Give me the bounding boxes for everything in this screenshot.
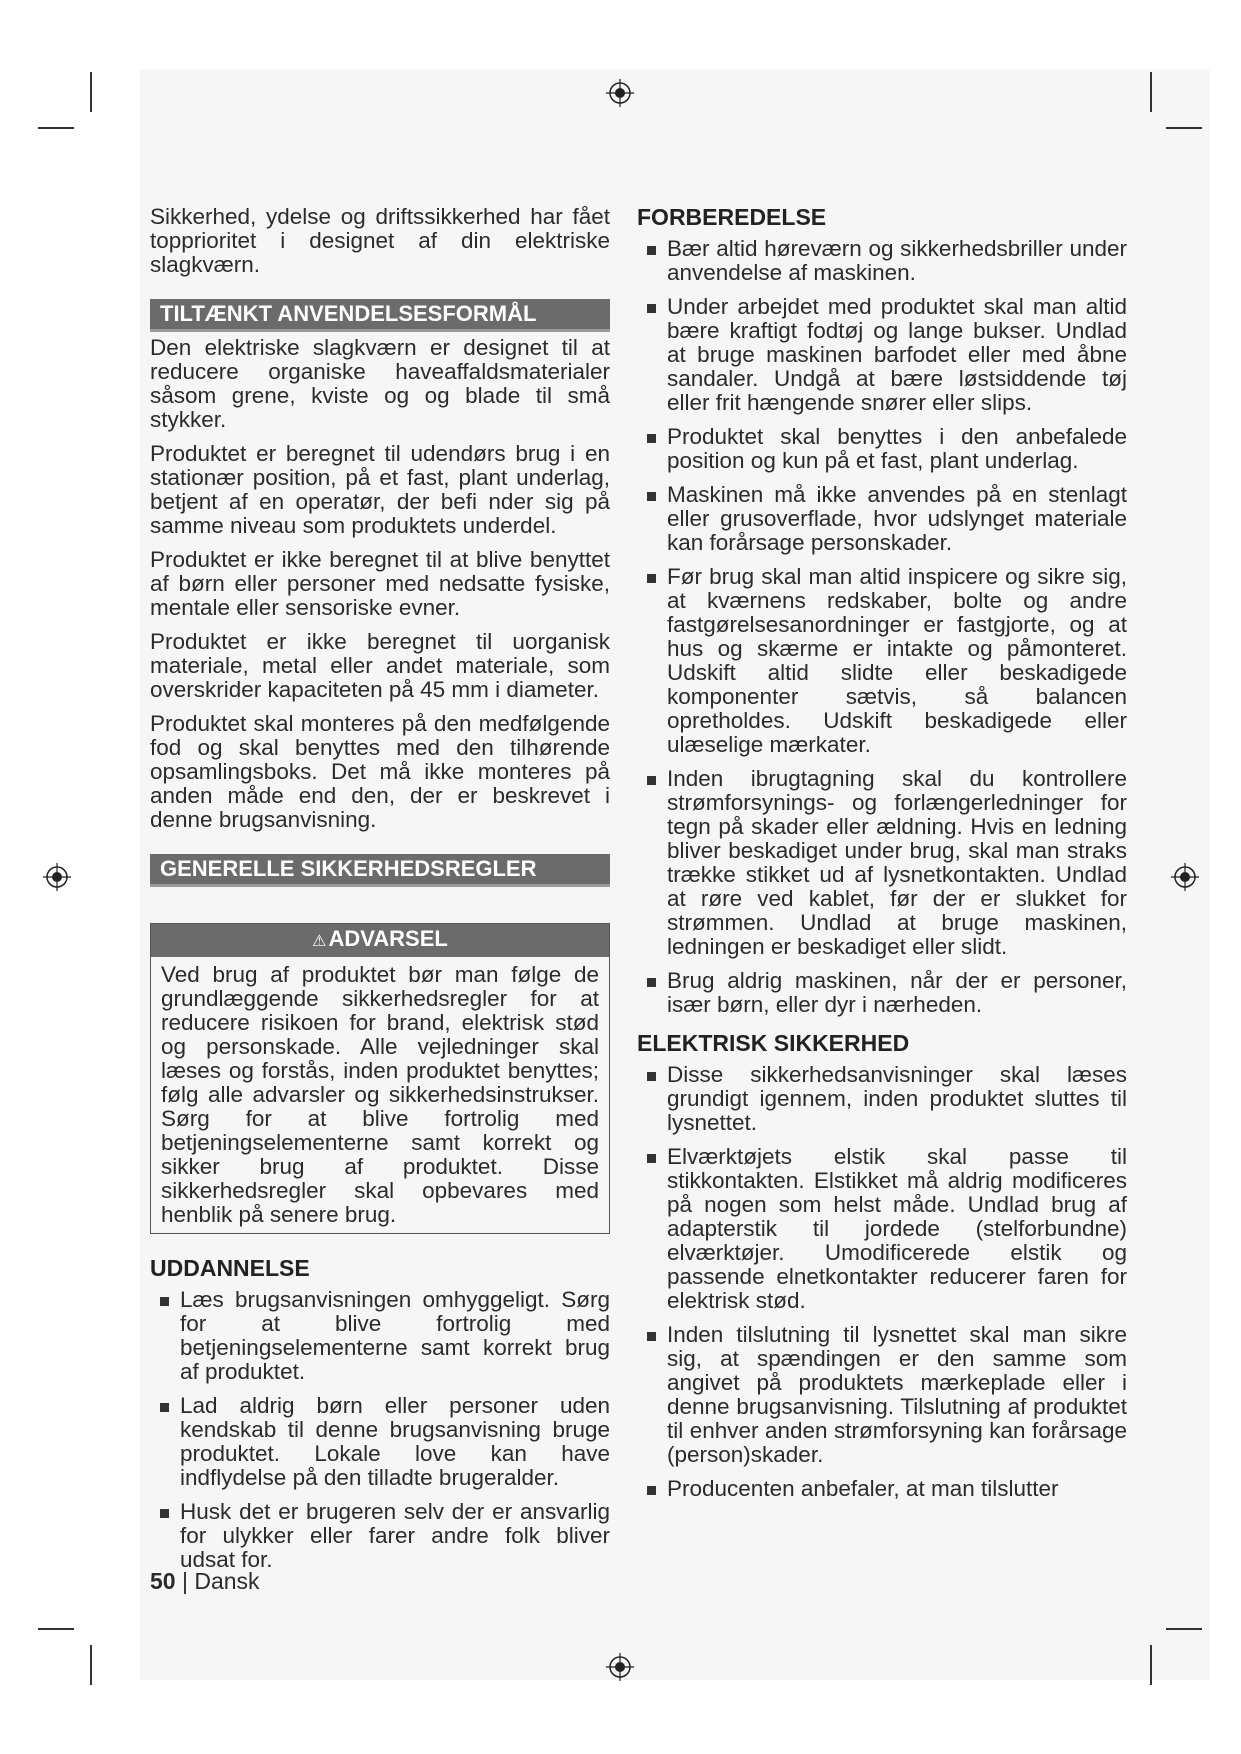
registration-mark-icon — [605, 78, 635, 108]
crop-mark — [1150, 72, 1152, 112]
registration-mark-icon — [1170, 862, 1200, 892]
section-heading-general-safety: GENERELLE SIKKERHEDSREGLER — [150, 854, 610, 887]
right-column — [637, 205, 1127, 1511]
training-list — [150, 1288, 610, 1572]
list-item: Maskinen må ikke anvendes på en stenlagt eller grusoverflade, hvor udslynget materiale kan forårsage personskader. — [637, 483, 1127, 555]
electrical-list — [637, 1063, 1127, 1501]
footer-language: Dansk — [194, 1568, 260, 1594]
warning-title: ADVARSEL — [328, 926, 448, 951]
warning-header — [151, 924, 609, 957]
crop-mark — [1166, 127, 1202, 129]
section-heading-preparation: FORBEREDELSE — [637, 204, 827, 230]
crop-mark — [38, 1628, 74, 1630]
warning-icon: ⚠ — [312, 933, 327, 950]
intro-paragraph: Sikkerhed, ydelse og driftssikkerhed har fået topprioritet i designet af din elektriske slagkværn. — [150, 204, 610, 277]
paragraph: Den elektriske slagkværn er designet til at reducere organiske haveaffaldsmaterialer såsom grene, kviste og og blade til små stykker. — [150, 335, 610, 432]
list-item: Brug aldrig maskinen, når der er personer, især børn, eller dyr i nærheden. — [637, 969, 1127, 1017]
warning-text: Ved brug af produktet bør man følge de grundlæggende sikkerhedsregler for at reducere risikoen for brand, elektrisk stød og personskade. Alle vejledninger skal læses og forstås, inden produktet benyttes; følg alle advarsler og sikkerhedsinstrukser. Sørg for at blive fortrolig med betjeningselementerne samt korrekt og sikker brug af produktet. Disse sikkerhedsregler skal opbevares med henblik på senere brug. — [161, 962, 599, 1227]
list-item: Husk det er brugeren selv der er ansvarlig for ulykker eller farer andre folk bliver udsat for. — [150, 1500, 610, 1572]
crop-mark — [90, 72, 92, 112]
warning-box — [150, 923, 610, 1234]
page-number: 50 — [150, 1568, 176, 1594]
preparation-list — [637, 237, 1127, 1017]
paragraph: Produktet skal monteres på den medfølgende fod og skal benyttes med den tilhørende opsamlingsboks. Det må ikke monteres på anden måde end den, der er beskrevet i denne brugsanvisning. — [150, 711, 610, 832]
crop-mark — [90, 1645, 92, 1685]
crop-mark — [1150, 1645, 1152, 1685]
list-item: Før brug skal man altid inspicere og sikre sig, at kværnens redskaber, bolte og andre fastgørelsesanordninger er fastgjorte, og at hus og skærme er intakte og påmonteret. Udskift altid slidte eller beskadigede komponenter sætvis, så balancen opretholdes. Udskift beskadigede eller ulæselige mærkater. — [637, 565, 1127, 757]
list-item: Elværktøjets elstik skal passe til stikkontakten. Elstikket må aldrig modificeres på nogen som helst måde. Undlad brug af adapterstik til jordede (stelforbundne) elværktøjer. Umodificerede elstik og passende elnetkontakter reducerer faren for elektrisk stød. — [637, 1145, 1127, 1313]
list-item: Inden ibrugtagning skal du kontrollere strømforsynings- og forlængerledninger for tegn på skader eller ældning. Hvis en ledning bliver beskadiget under brug, skal man straks trække stikket ud af lysnetkontakten. Undlad at røre ved kablet, før der er slukket for strømmen. Undlad at bruge maskinen, ledningen er beskadiget eller slidt. — [637, 767, 1127, 959]
list-item: Lad aldrig børn eller personer uden kendskab til denne brugsanvisning bruge produktet. Lokale love kan have indflydelse på den tilladte brugeralder. — [150, 1394, 610, 1490]
list-item: Læs brugsanvisningen omhyggeligt. Sørg for at blive fortrolig med betjeningselementerne samt korrekt brug af produktet. — [150, 1288, 610, 1384]
list-item: Producenten anbefaler, at man tilslutter — [637, 1477, 1127, 1501]
page-footer — [150, 1568, 260, 1595]
crop-mark — [1166, 1628, 1202, 1630]
section-heading-electrical: ELEKTRISK SIKKERHED — [637, 1030, 910, 1056]
paragraph: Produktet er beregnet til udendørs brug i en stationær position, på et fast, plant underlag, betjent af en operatør, der befi nder sig på samme niveau som produktets underdel. — [150, 441, 610, 538]
section-heading-intended-use: TILTÆNKT ANVENDELSESFORMÅL — [150, 299, 610, 332]
footer-separator: | — [181, 1568, 195, 1594]
list-item: Under arbejdet med produktet skal man altid bære kraftigt fodtøj og lange bukser. Undlad at bruge maskinen barfodet eller med åbne sandaler. Undgå at bære løstsiddende tøj eller frit hængende snører eller slips. — [637, 295, 1127, 415]
paragraph: Produktet er ikke beregnet til at blive benyttet af børn eller personer med nedsatte fysiske, mentale eller sensoriske evner. — [150, 547, 610, 620]
crop-mark — [38, 127, 74, 129]
list-item: Produktet skal benyttes i den anbefalede position og kun på et fast, plant underlag. — [637, 425, 1127, 473]
list-item: Bær altid høreværn og sikkerhedsbriller under anvendelse af maskinen. — [637, 237, 1127, 285]
list-item: Disse sikkerhedsanvisninger skal læses grundigt igennem, inden produktet sluttes til lysnettet. — [637, 1063, 1127, 1135]
list-item: Inden tilslutning til lysnettet skal man sikre sig, at spændingen er den samme som angivet på produktets mærkeplade eller i denne brugsanvisning. Tilslutning af produktet til enhver anden strømforsyning kan forårsage (person)skader. — [637, 1323, 1127, 1467]
registration-mark-icon — [605, 1652, 635, 1682]
section-heading-training: UDDANNELSE — [150, 1255, 310, 1281]
paragraph: Produktet er ikke beregnet til uorganisk materiale, metal eller andet materiale, som overskrider kapaciteten på 45 mm i diameter. — [150, 629, 610, 702]
registration-mark-icon — [42, 862, 72, 892]
left-column — [150, 205, 610, 1582]
